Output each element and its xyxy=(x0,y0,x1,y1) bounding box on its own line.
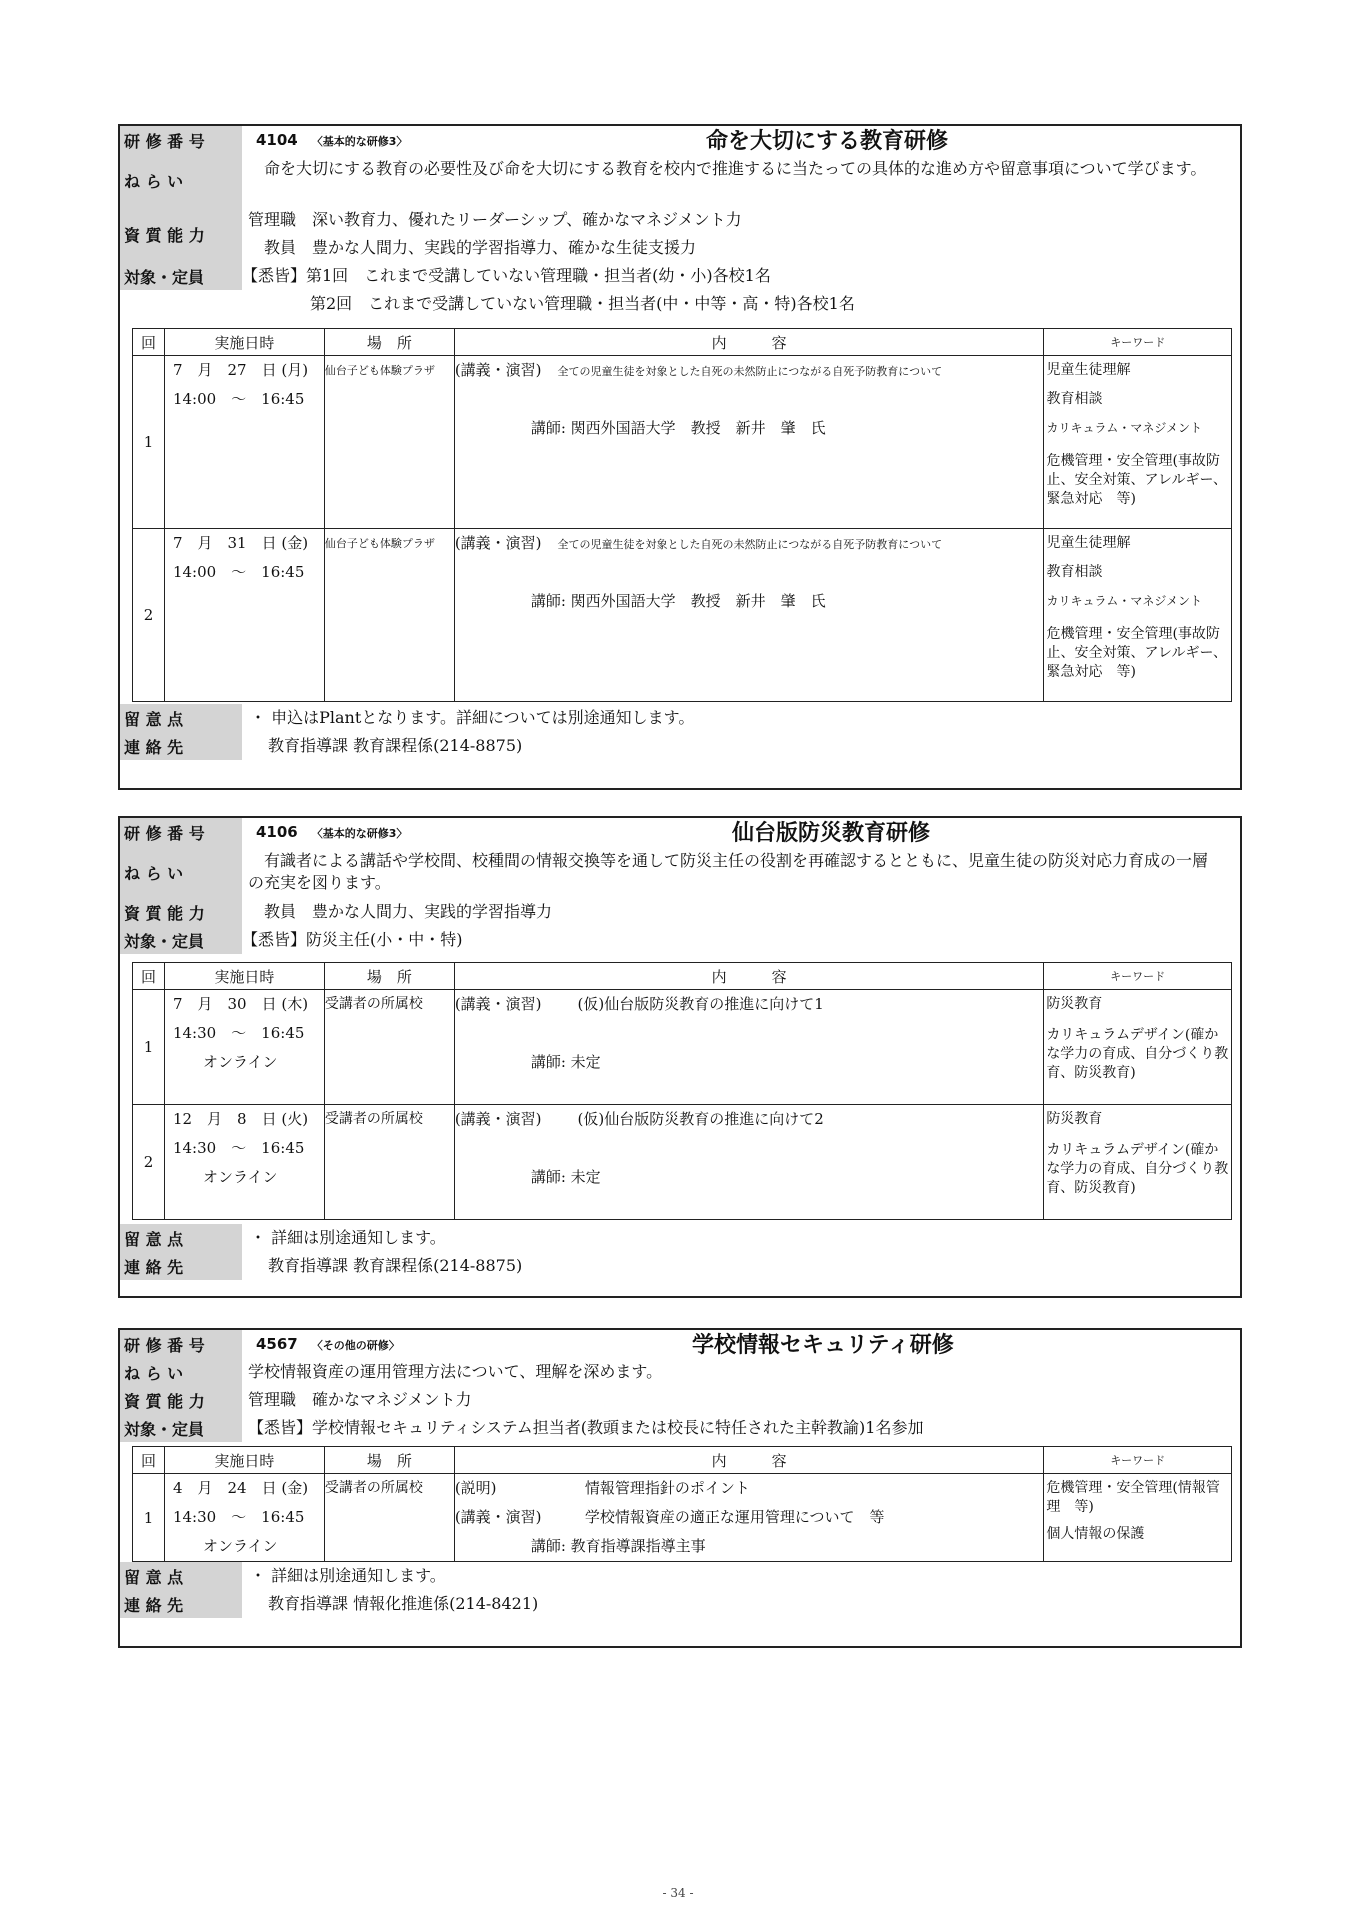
contact-text: 教育指導課 教育課程係(214-8875) xyxy=(268,736,523,755)
session-place: 仙台子ども体験プラザ xyxy=(324,364,435,377)
header-content: 内 容 xyxy=(454,329,1044,356)
notes-text: ・ 申込はPlantとなります。詳細については別途通知します。 xyxy=(250,708,695,727)
header-kai: 回 xyxy=(133,329,165,356)
keyword: カリキュラムデザイン(確かな学力の育成、自分づくり教育、防災教育) xyxy=(1046,1142,1229,1196)
header-keyword: キーワード xyxy=(1044,329,1232,356)
session-content: 学校情報資産の適正な運用管理について 等 xyxy=(584,1508,885,1526)
course-code: 4104 xyxy=(256,131,298,149)
keyword: 児童生徒理解 xyxy=(1046,535,1131,551)
label-ability: 資 質 能 力 xyxy=(120,206,242,262)
session-content: 全ての児童生徒を対象とした自死の未然防止につながる自死予防教育について xyxy=(557,538,943,551)
header-date: 実施日時 xyxy=(164,1447,324,1474)
course-4567 xyxy=(118,1328,1242,1648)
header-keyword: キーワード xyxy=(1044,1447,1232,1474)
session-date: 12 月 8 日 (火) xyxy=(172,1110,309,1128)
label-aim: ね ら い xyxy=(120,1358,242,1386)
target-line: 【悉皆】第1回 これまで受講していない管理職・担当者(幼・小)各校1名 xyxy=(242,266,771,285)
session-time: 14:30 ～ 16:45 xyxy=(172,1508,305,1526)
session-type: (講義・演習) xyxy=(454,995,542,1013)
session-no: 1 xyxy=(133,990,165,1105)
session-time: 14:00 ～ 16:45 xyxy=(172,390,305,408)
aim-text: 有識者による講話や学校間、校種間の情報交換等を通して防災主任の役割を再確認するとともに、児童生徒の防災対応力育成の一層の充実を図ります。 xyxy=(248,851,1209,892)
label-notes: 留 意 点 xyxy=(120,704,242,732)
label-contact: 連 絡 先 xyxy=(120,1252,242,1280)
keyword: 教育相談 xyxy=(1046,391,1103,407)
keyword: 危機管理・安全管理(事故防止、安全対策、アレルギー、緊急対応 等) xyxy=(1046,453,1227,507)
session-no: 1 xyxy=(133,1474,165,1562)
label-target: 対象・定員 xyxy=(120,262,242,290)
session-lecturer: 講師: 関西外国語大学 教授 新井 肇 氏 xyxy=(530,419,826,437)
header-place: 場 所 xyxy=(324,1447,454,1474)
header-date: 実施日時 xyxy=(164,329,324,356)
notes-text: ・ 詳細は別途通知します。 xyxy=(250,1566,446,1585)
course-4104 xyxy=(118,124,1242,790)
label-ability: 資 質 能 力 xyxy=(120,1386,242,1414)
label-contact: 連 絡 先 xyxy=(120,732,242,760)
session-mode: オンライン xyxy=(202,1537,278,1555)
header-place: 場 所 xyxy=(324,963,454,990)
target-line: 【悉皆】学校情報セキュリティシステム担当者(教頭または校長に特任された主幹教諭)1名参加 xyxy=(248,1418,924,1437)
aim-text: 学校情報資産の運用管理方法について、理解を深めます。 xyxy=(248,1362,663,1381)
keyword: 児童生徒理解 xyxy=(1046,362,1131,378)
label-number: 研 修 番 号 xyxy=(120,126,242,154)
label-aim: ね ら い xyxy=(120,846,242,898)
keyword: 個人情報の保護 xyxy=(1046,1526,1145,1542)
keyword: 防災教育 xyxy=(1046,1111,1103,1127)
target-line: 【悉皆】防災主任(小・中・特) xyxy=(242,930,463,949)
course-4106 xyxy=(118,816,1242,1298)
label-contact: 連 絡 先 xyxy=(120,1590,242,1618)
header-content: 内 容 xyxy=(454,1447,1044,1474)
session-time: 14:00 ～ 16:45 xyxy=(172,563,305,581)
label-target: 対象・定員 xyxy=(120,1414,242,1442)
label-notes: 留 意 点 xyxy=(120,1562,242,1590)
ability-line: 教員 豊かな人間力、実践的学習指導力 xyxy=(248,902,553,921)
keyword: 教育相談 xyxy=(1046,564,1103,580)
course-code: 4106 xyxy=(256,823,298,841)
session-place: 受講者の所属校 xyxy=(324,996,423,1012)
target-line: 第2回 これまで受講していない管理職・担当者(中・中等・高・特)各校1名 xyxy=(310,294,855,313)
ability-line: 管理職 確かなマネジメント力 xyxy=(248,1390,472,1409)
session-date: 7 月 31 日 (金) xyxy=(172,534,309,552)
label-target: 対象・定員 xyxy=(120,926,242,954)
session-date: 7 月 27 日 (月) xyxy=(172,361,309,379)
label-aim: ね ら い xyxy=(120,154,242,206)
session-place: 受講者の所属校 xyxy=(324,1480,423,1496)
keyword: カリキュラム・マネジメント xyxy=(1046,421,1202,435)
session-type: (講義・演習) xyxy=(454,1508,542,1526)
course-code: 4567 xyxy=(256,1335,298,1353)
session-date: 4 月 24 日 (金) xyxy=(172,1479,309,1497)
ability-line: 管理職 深い教育力、優れたリーダーシップ、確かなマネジメント力 xyxy=(248,210,742,229)
header-kai: 回 xyxy=(133,1447,165,1474)
schedule-table xyxy=(132,962,1232,1220)
keyword: 防災教育 xyxy=(1046,996,1103,1012)
label-number: 研 修 番 号 xyxy=(120,1330,242,1358)
course-kind: 〈その他の研修〉 xyxy=(311,1339,400,1352)
contact-text: 教育指導課 情報化推進係(214-8421) xyxy=(268,1594,539,1613)
label-notes: 留 意 点 xyxy=(120,1224,242,1252)
page-number: - 34 - xyxy=(662,1886,694,1900)
session-content: 情報管理指針のポイント xyxy=(584,1479,750,1497)
session-lecturer: 講師: 関西外国語大学 教授 新井 肇 氏 xyxy=(530,592,826,610)
session-date: 7 月 30 日 (木) xyxy=(172,995,309,1013)
session-content: 全ての児童生徒を対象とした自死の未然防止につながる自死予防教育について xyxy=(557,365,943,378)
keyword: 危機管理・安全管理(事故防止、安全対策、アレルギー、緊急対応 等) xyxy=(1046,626,1227,680)
course-kind: 〈基本的な研修3〉 xyxy=(311,135,408,148)
header-kai: 回 xyxy=(133,963,165,990)
table-row xyxy=(133,1105,1232,1220)
course-kind: 〈基本的な研修3〉 xyxy=(311,827,408,840)
course-title: 命を大切にする教育研修 xyxy=(706,129,949,154)
session-no: 1 xyxy=(133,356,165,529)
header-date: 実施日時 xyxy=(164,963,324,990)
session-content: (仮)仙台版防災教育の推進に向けて2 xyxy=(577,1110,824,1128)
course-title: 仙台版防災教育研修 xyxy=(732,821,931,846)
session-type: (講義・演習) xyxy=(454,1110,542,1128)
schedule-table xyxy=(132,1446,1232,1562)
contact-text: 教育指導課 教育課程係(214-8875) xyxy=(268,1256,523,1275)
label-ability: 資 質 能 力 xyxy=(120,898,242,926)
header-keyword: キーワード xyxy=(1044,963,1232,990)
session-mode: オンライン xyxy=(202,1168,278,1186)
session-no: 2 xyxy=(133,529,165,702)
header-place: 場 所 xyxy=(324,329,454,356)
label-number: 研 修 番 号 xyxy=(120,818,242,846)
session-time: 14:30 ～ 16:45 xyxy=(172,1139,305,1157)
table-row xyxy=(133,1474,1232,1562)
table-row xyxy=(133,529,1232,702)
session-content: (仮)仙台版防災教育の推進に向けて1 xyxy=(577,995,824,1013)
ability-line: 教員 豊かな人間力、実践的学習指導力、確かな生徒支援力 xyxy=(248,238,697,257)
header-content: 内 容 xyxy=(454,963,1043,990)
session-lecturer: 講師: 教育指導課指導主事 xyxy=(530,1537,706,1555)
session-time: 14:30 ～ 16:45 xyxy=(172,1024,305,1042)
keyword: カリキュラムデザイン(確かな学力の育成、自分づくり教育、防災教育) xyxy=(1046,1027,1229,1081)
schedule-table xyxy=(132,328,1232,702)
aim-text: 命を大切にする教育の必要性及び命を大切にする教育を校内で推進するに当たっての具体的な進め方や留意事項について学びます。 xyxy=(248,159,1207,178)
session-lecturer: 講師: 未定 xyxy=(530,1168,601,1186)
session-place: 受講者の所属校 xyxy=(324,1111,423,1127)
table-row xyxy=(133,990,1232,1105)
session-lecturer: 講師: 未定 xyxy=(530,1053,601,1071)
session-type: (講義・演習) xyxy=(454,534,542,552)
course-title: 学校情報セキュリティ研修 xyxy=(692,1333,954,1358)
notes-text: ・ 詳細は別途通知します。 xyxy=(250,1228,446,1247)
table-row xyxy=(133,356,1232,529)
session-no: 2 xyxy=(133,1105,165,1220)
session-type: (説明) xyxy=(454,1479,497,1497)
session-type: (講義・演習) xyxy=(454,361,542,379)
keyword: カリキュラム・マネジメント xyxy=(1046,594,1202,608)
keyword: 危機管理・安全管理(情報管理 等) xyxy=(1046,1480,1220,1515)
session-place: 仙台子ども体験プラザ xyxy=(324,537,435,550)
session-mode: オンライン xyxy=(202,1053,278,1071)
